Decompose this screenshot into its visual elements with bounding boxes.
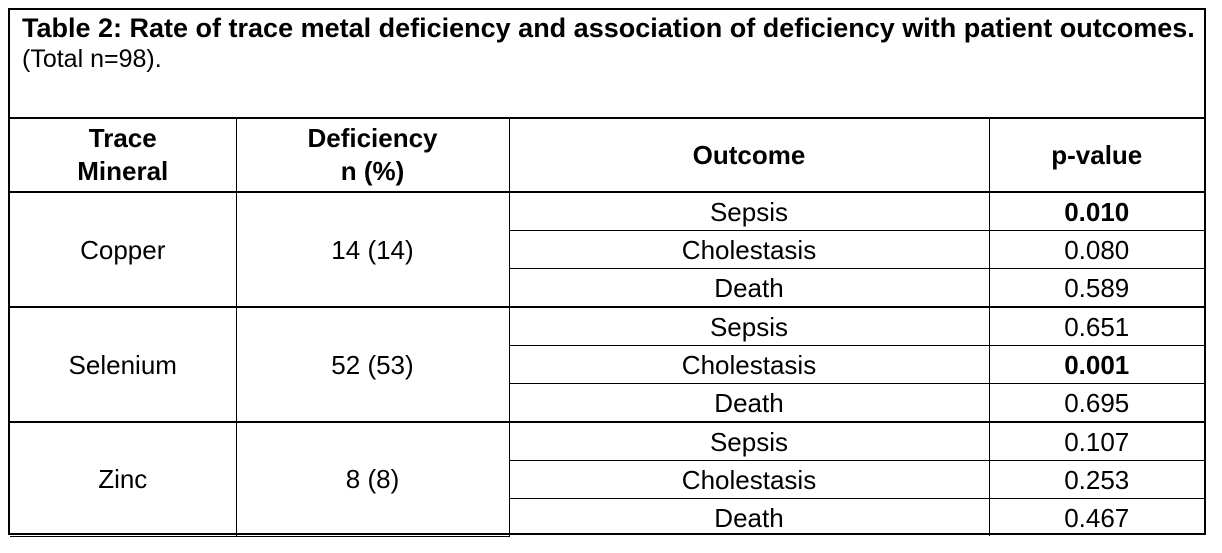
table-subtitle: (Total n=98). xyxy=(22,45,162,73)
outcome-cell: Sepsis xyxy=(509,422,989,461)
header-deficiency-line1: Deficiency xyxy=(307,123,438,153)
outcome-cell: Death xyxy=(509,384,989,423)
pvalue-cell: 0.651 xyxy=(989,307,1204,346)
table-row xyxy=(10,307,1204,346)
deficiency-cell: 52 (53) xyxy=(236,307,509,422)
outcome-cell: Cholestasis xyxy=(509,461,989,499)
table-title: Table 2: Rate of trace metal deficiency and association of deficiency with patient outcomes. xyxy=(22,13,1195,43)
table-row xyxy=(10,192,1204,231)
outcome-cell: Death xyxy=(509,269,989,308)
header-deficiency xyxy=(236,119,509,192)
deficiency-cell: 14 (14) xyxy=(236,192,509,307)
results-table xyxy=(10,119,1204,537)
header-outcome: Outcome xyxy=(509,119,989,192)
outcome-cell: Cholestasis xyxy=(509,346,989,384)
header-pvalue: p-value xyxy=(989,119,1204,192)
table-caption xyxy=(10,10,1204,119)
pvalue-cell: 0.107 xyxy=(989,422,1204,461)
outcome-cell: Sepsis xyxy=(509,192,989,231)
table-frame xyxy=(8,8,1206,535)
outcome-cell: Sepsis xyxy=(509,307,989,346)
outcome-cell: Death xyxy=(509,499,989,537)
pvalue-cell: 0.467 xyxy=(989,499,1204,537)
pvalue-cell: 0.001 xyxy=(989,346,1204,384)
mineral-cell: Copper xyxy=(10,192,236,307)
header-deficiency-line2: n (%) xyxy=(340,156,405,186)
header-trace-mineral-line1: Trace xyxy=(88,123,157,153)
mineral-cell: Selenium xyxy=(10,307,236,422)
pvalue-cell: 0.080 xyxy=(989,231,1204,269)
table-row xyxy=(10,422,1204,461)
pvalue-cell: 0.589 xyxy=(989,269,1204,308)
outcome-cell: Cholestasis xyxy=(509,231,989,269)
mineral-cell: Zinc xyxy=(10,422,236,536)
pvalue-cell: 0.253 xyxy=(989,461,1204,499)
header-trace-mineral xyxy=(10,119,236,192)
pvalue-cell: 0.695 xyxy=(989,384,1204,423)
header-trace-mineral-line2: Mineral xyxy=(77,156,169,186)
header-row xyxy=(10,119,1204,192)
deficiency-cell: 8 (8) xyxy=(236,422,509,536)
pvalue-cell: 0.010 xyxy=(989,192,1204,231)
